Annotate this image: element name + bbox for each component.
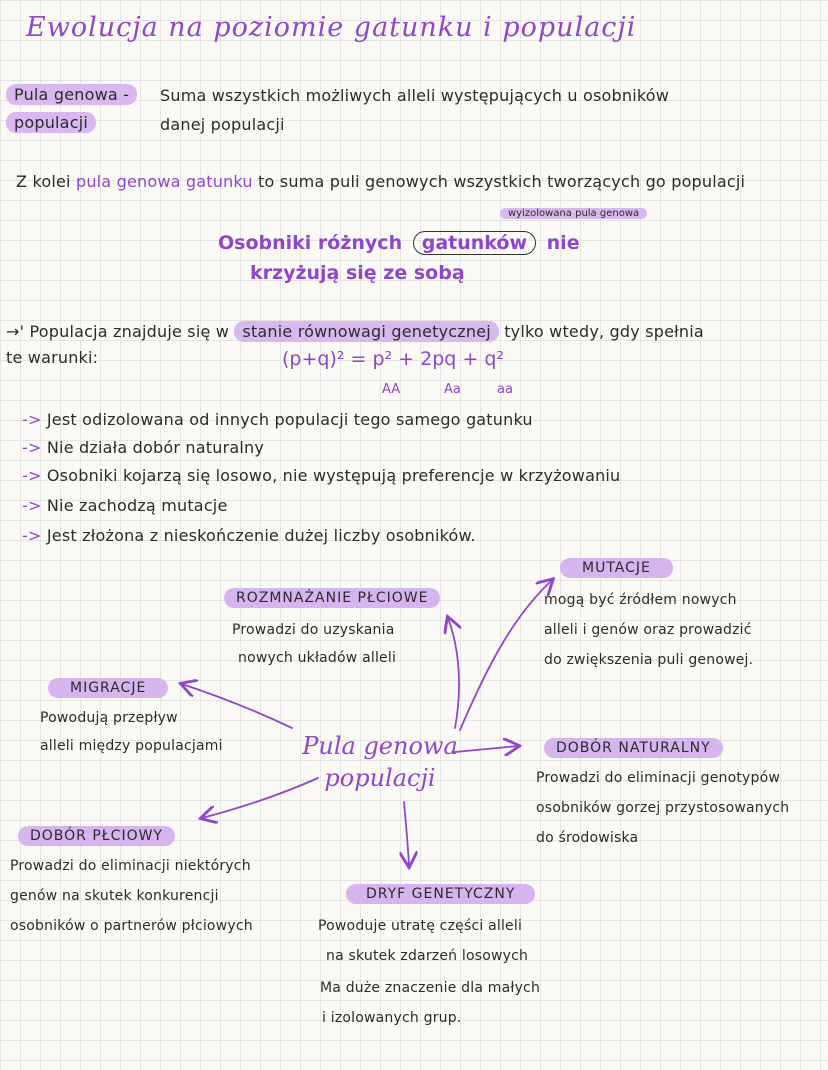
node-text: mogą być źródłem nowych <box>544 592 737 608</box>
genotype-aa: aa <box>497 382 513 397</box>
node-text: Powoduje utratę części alleli <box>318 918 523 934</box>
genotype-AA: AA <box>382 382 401 397</box>
arrow-to-migracje <box>182 684 292 728</box>
node-text: osobników o partnerów płciowych <box>10 918 253 934</box>
node-text: Prowadzi do eliminacji niektórych <box>10 858 251 874</box>
node-text: Prowadzi do eliminacji genotypów <box>536 770 781 786</box>
arrow-icon: -> <box>22 410 42 429</box>
node-text: do zwiększenia puli genowej. <box>544 652 754 668</box>
node-label-dryf: DRYF GENETYCZNY <box>346 884 535 904</box>
center-node <box>300 730 460 794</box>
equilibrium-lead: →' Populacja znajduje się w <box>6 322 230 341</box>
arrow-to-dobor-naturalny <box>455 746 518 752</box>
term-pula-genowa: Pula genowa - <box>6 84 137 105</box>
condition-text: Jest złożona z nieskończenie dużej liczby osobników. <box>46 526 476 545</box>
definition-text-1: Suma wszystkich możliwych alleli występujących u osobników <box>160 86 670 105</box>
arrow-icon: -> <box>22 496 42 515</box>
isolation-note: wyizolowana pula genowa <box>500 208 647 219</box>
page-title: Ewolucja na poziomie gatunku i populacji <box>26 12 637 43</box>
condition-text: Osobniki kojarzą się losowo, nie występują preferencje w krzyżowaniu <box>46 466 621 485</box>
node-text: genów na skutek konkurencji <box>10 888 219 904</box>
node-text: do środowiska <box>536 830 639 846</box>
node-text: alleli między populacjami <box>40 738 223 754</box>
species-pool-prefix: Z kolei <box>16 172 71 191</box>
arrow-icon: -> <box>22 466 42 485</box>
condition-text: Nie działa dobór naturalny <box>46 438 265 457</box>
arrow-to-rozmnazanie <box>448 618 459 728</box>
arrow-icon: -> <box>22 438 42 457</box>
arrow-to-mutacje <box>460 580 552 730</box>
node-text: alleli i genów oraz prowadzić <box>544 622 752 638</box>
node-text: osobników gorzej przystosowanych <box>536 800 790 816</box>
arrow-to-dryf <box>404 802 409 866</box>
node-text: Prowadzi do uzyskania <box>232 622 395 638</box>
condition-text: Jest odizolowana od innych populacji tego samego gatunku <box>46 410 533 429</box>
arrow-icon: -> <box>22 526 42 545</box>
equilibrium-line-2: te warunki: <box>6 348 99 367</box>
species-pool-term: pula genowa gatunku <box>75 172 253 191</box>
node-text: Ma duże znaczenie dla małych <box>320 980 541 996</box>
definition-text-2: danej populacji <box>160 115 285 134</box>
isolation-text-a: Osobniki różnych <box>218 232 403 254</box>
node-label-dobor-plciowy: DOBÓR PŁCIOWY <box>18 826 175 846</box>
center-line-2: populacji <box>324 764 436 792</box>
genotype-Aa: Aa <box>444 382 461 397</box>
condition-text: Nie zachodzą mutacje <box>46 496 228 515</box>
species-pool-rest: to suma puli genowych wszystkich tworzących go populacji <box>258 172 746 191</box>
equilibrium-tail: tylko wtedy, gdy spełnia <box>504 322 704 341</box>
node-text: i izolowanych grup. <box>322 1010 462 1026</box>
node-label-dobor-naturalny: DOBÓR NATURALNY <box>544 738 723 758</box>
equilibrium-highlight: stanie równowagi genetycznej <box>234 321 499 342</box>
term-populacji: populacji <box>6 112 96 133</box>
node-text: na skutek zdarzeń losowych <box>326 948 529 964</box>
isolation-text-b: nie <box>546 232 580 254</box>
node-label-migracje: MIGRACJE <box>48 678 168 698</box>
node-text: Powodują przepływ <box>40 710 178 726</box>
node-label-mutacje: MUTACJE <box>560 558 673 578</box>
hardy-weinberg-formula: (p+q)² = p² + 2pq + q² <box>282 348 505 370</box>
center-line-1: Pula genowa <box>302 732 458 760</box>
node-label-rozmnazanie: ROZMNAŻANIE PŁCIOWE <box>224 588 440 608</box>
node-text: nowych układów alleli <box>238 650 397 666</box>
isolation-line-2: krzyżują się ze sobą <box>250 262 465 284</box>
circled-word: gatunków <box>413 231 536 255</box>
